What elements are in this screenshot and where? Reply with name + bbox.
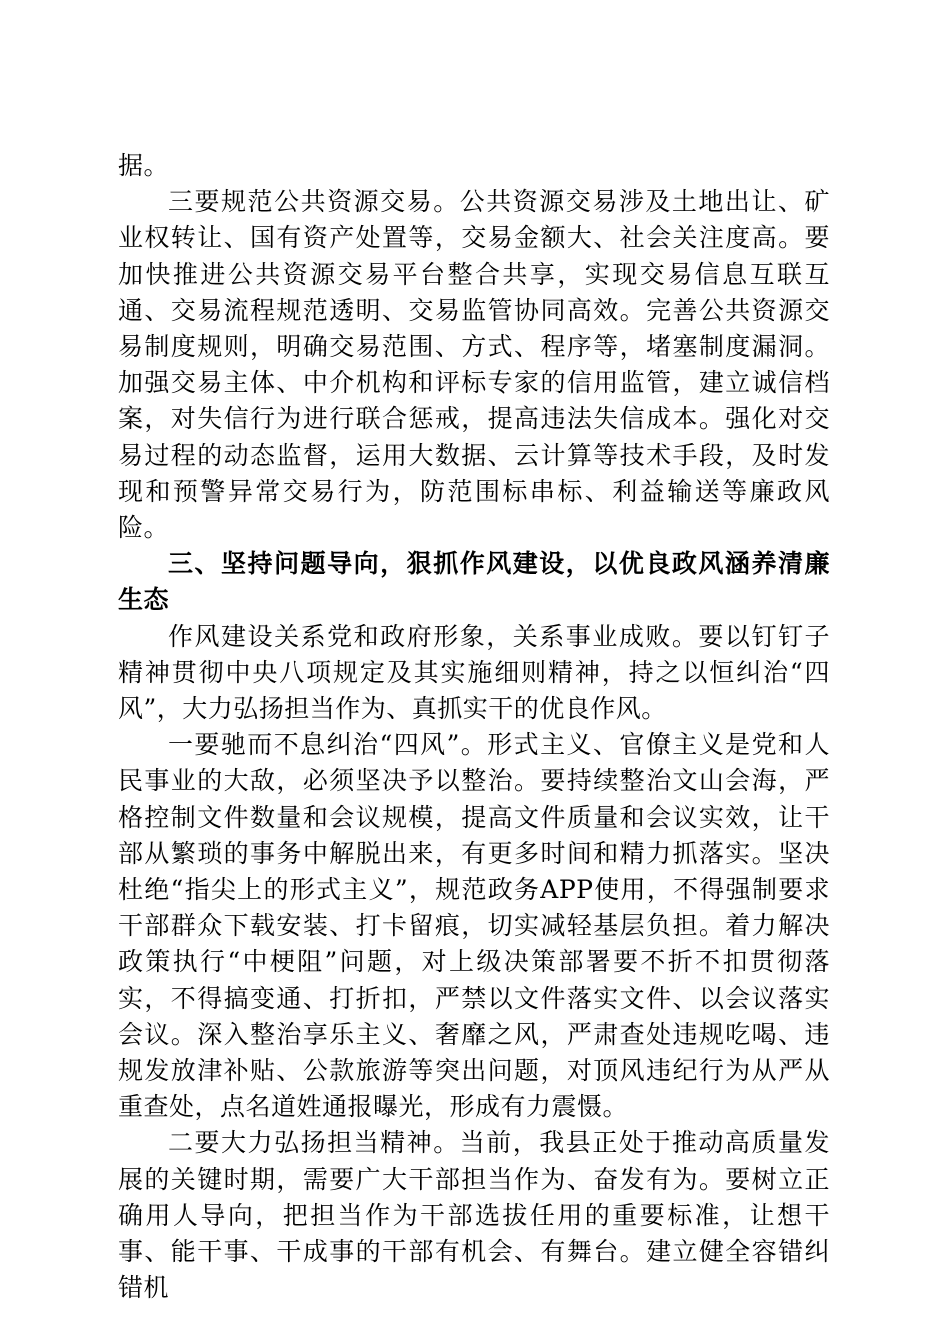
document-body xyxy=(118,148,830,1307)
paragraph-continuation: 据。 xyxy=(118,151,170,180)
paragraph-four-winds: 一要驰而不息纠治“四风”。形式主义、官僚主义是党和人民事业的大敌，必须坚决予以整治。要持续整治文山会海，严格控制文件数量和会议规模，提高文件质量和会议实效，让干部从繁琐的事务中解脱出来，有更多时间和精力抓落实。坚决杜绝“指尖上的形式主义”，规范政务APP使用，不得强制要求干部群众下载安装、打卡留痕，切实减轻基层负担。着力解决政策执行“中梗阻”问题，对上级决策部署要不折不扣贯彻落实，不得搞变通、打折扣，严禁以文件落实文件、以会议落实会议。深入整治享乐主义、奢靡之风，严肃查处违规吃喝、违规发放津补贴、公款旅游等突出问题，对顶风违纪行为从严从重查处，点名道姓通报曝光，形成有力震慑。 xyxy=(118,730,830,1122)
paragraph-public-resource-trading: 三要规范公共资源交易。公共资源交易涉及土地出让、矿业权转让、国有资产处置等，交易金额大、社会关注度高。要加快推进公共资源交易平台整合共享，实现交易信息互联互通、交易流程规范透明、交易监管协同高效。完善公共资源交易制度规则，明确交易范围、方式、程序等，堵塞制度漏洞。加强交易主体、中介机构和评标专家的信用监管，建立诚信档案，对失信行为进行联合惩戒，提高违法失信成本。强化对交易过程的动态监督，运用大数据、云计算等技术手段，及时发现和预警异常交易行为，防范围标串标、利益输送等廉政风险。 xyxy=(118,187,830,543)
paragraph-work-style-intro: 作风建设关系党和政府形象，关系事业成败。要以钉钉子精神贯彻中央八项规定及其实施细则精神，持之以恒纠治“四风”，大力弘扬担当作为、真抓实干的优良作风。 xyxy=(118,621,830,724)
paragraph-responsibility-spirit: 二要大力弘扬担当精神。当前，我县正处于推动高质量发展的关键时期，需要广大干部担当作为、奋发有为。要树立正确用人导向，把担当作为干部选拔任用的重要标准，让想干事、能干事、干成事的干部有机会、有舞台。建立健全容错纠错机 xyxy=(118,1128,830,1303)
section-heading-work-style: 三、坚持问题导向，狠抓作风建设，以优良政风涵养清廉生态 xyxy=(118,549,830,615)
